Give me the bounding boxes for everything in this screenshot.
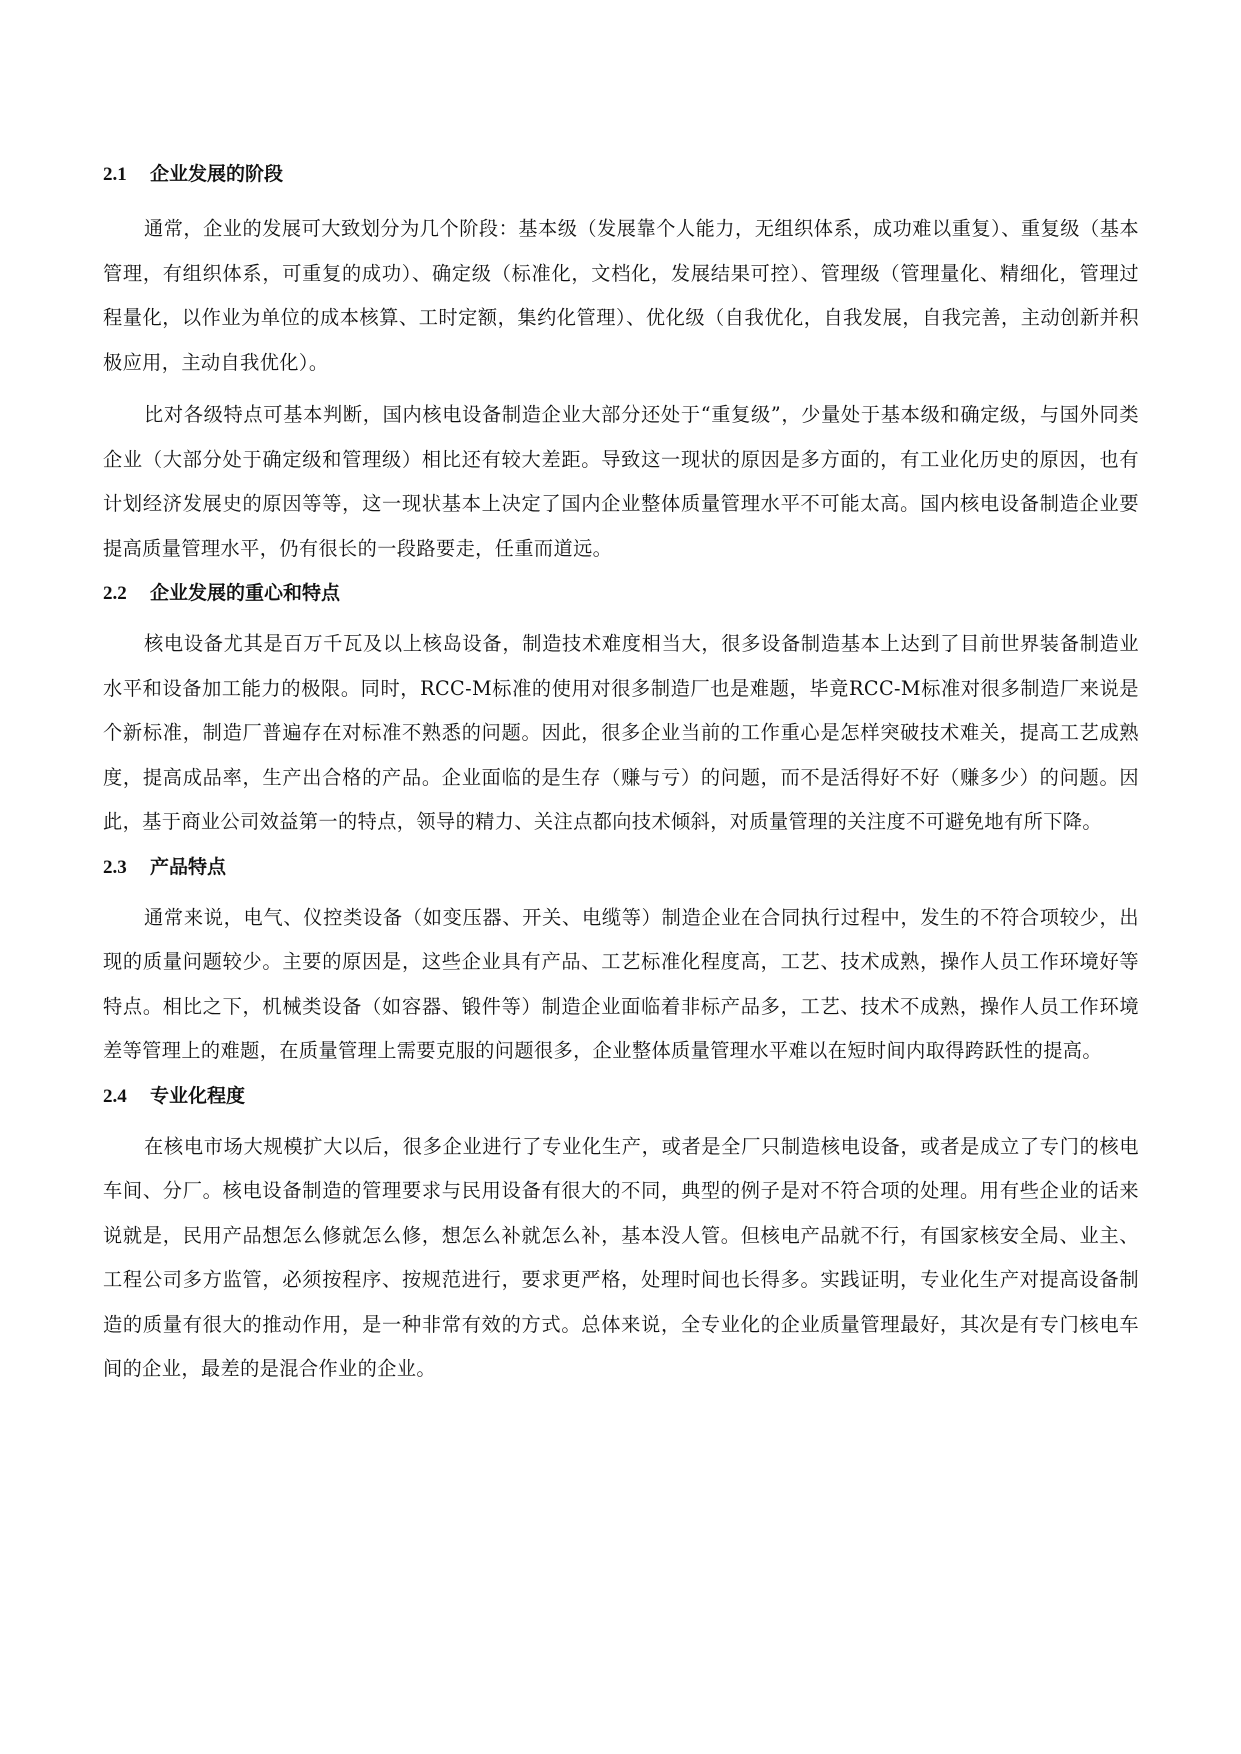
section-heading bbox=[103, 1082, 1139, 1111]
paragraph: 核电设备尤其是百万千瓦及以上核岛设备，制造技术难度相当大，很多设备制造基本上达到了目前世界装备制造业水平和设备加工能力的极限。同时，RCC-M标准的使用对很多制造厂也是难题，毕竟RCC-M标准对很多制造厂来说是个新标准，制造厂普遍存在对标准不熟悉的问题。因此，很多企业当前的工作重心是怎样突破技术难关，提高工艺成熟度，提高成品率，生产出合格的产品。企业面临的是生存（赚与亏）的问题，而不是活得好不好（赚多少）的问题。因此，基于商业公司效益第一的特点，领导的精力、关注点都向技术倾斜，对质量管理的关注度不可避免地有所下降。 bbox=[103, 632, 1139, 833]
section-title: 专业化程度 bbox=[150, 1084, 246, 1107]
section-number: 2.2 bbox=[103, 583, 127, 604]
section-2-1 bbox=[103, 160, 1139, 571]
paragraph: 通常来说，电气、仪控类设备（如变压器、开关、电缆等）制造企业在合同执行过程中，发生的不符合项较少，出现的质量问题较少。主要的原因是，这些企业具有产品、工艺标准化程度高，工艺、技术成熟，操作人员工作环境好等特点。相比之下，机械类设备（如容器、锻件等）制造企业面临着非标产品多，工艺、技术不成熟，操作人员工作环境差等管理上的难题，在质量管理上需要克服的问题很多，企业整体质量管理水平难以在短时间内取得跨跃性的提高。 bbox=[103, 905, 1139, 1062]
section-heading bbox=[103, 160, 1139, 189]
section-heading bbox=[103, 579, 1139, 608]
section-number: 2.4 bbox=[103, 1085, 127, 1107]
section-2-3 bbox=[103, 853, 1139, 1074]
section-2-2 bbox=[103, 579, 1139, 845]
section-title: 企业发展的阶段 bbox=[150, 163, 284, 185]
section-title: 产品特点 bbox=[150, 855, 227, 878]
section-heading bbox=[103, 853, 1139, 882]
section-2-4 bbox=[103, 1082, 1139, 1392]
document-body bbox=[103, 160, 1139, 1400]
paragraph: 在核电市场大规模扩大以后，很多企业进行了专业化生产，或者是全厂只制造核电设备，或者是成立了专门的核电车间、分厂。核电设备制造的管理要求与民用设备有很大的不同，典型的例子是对不符合项的处理。用有些企业的话来说就是，民用产品想怎么修就怎么修，想怎么补就怎么补，基本没人管。但核电产品就不行，有国家核安全局、业主、工程公司多方监管，必须按程序、按规范进行，要求更严格，处理时间也长得多。实践证明，专业化生产对提高设备制造的质量有很大的推动作用，是一种非常有效的方式。总体来说，全专业化的企业质量管理最好，其次是有专门核电车间的企业，最差的是混合作业的企业。 bbox=[103, 1134, 1139, 1380]
section-number: 2.3 bbox=[103, 856, 127, 878]
section-number: 2.1 bbox=[103, 164, 127, 185]
paragraph: 比对各级特点可基本判断，国内核电设备制造企业大部分还处于“重复级”，少量处于基本级和确定级，与国外同类企业（大部分处于确定级和管理级）相比还有较大差距。导致这一现状的原因是多方面的，有工业化历史的原因，也有计划经济发展史的原因等等，这一现状基本上决定了国内企业整体质量管理水平不可能太高。国内核电设备制造企业要提高质量管理水平，仍有很长的一段路要走，任重而道远。 bbox=[103, 403, 1139, 560]
section-title: 企业发展的重心和特点 bbox=[150, 582, 341, 604]
paragraph: 通常，企业的发展可大致划分为几个阶段：基本级（发展靠个人能力，无组织体系，成功难以重复）、重复级（基本管理，有组织体系，可重复的成功）、确定级（标准化，文档化，发展结果可控）、管理级（管理量化、精细化，管理过程量化，以作业为单位的成本核算、工时定额，集约化管理）、优化级（自我优化，自我发展，自我完善，主动创新并积极应用，主动自我优化）。 bbox=[103, 217, 1139, 374]
